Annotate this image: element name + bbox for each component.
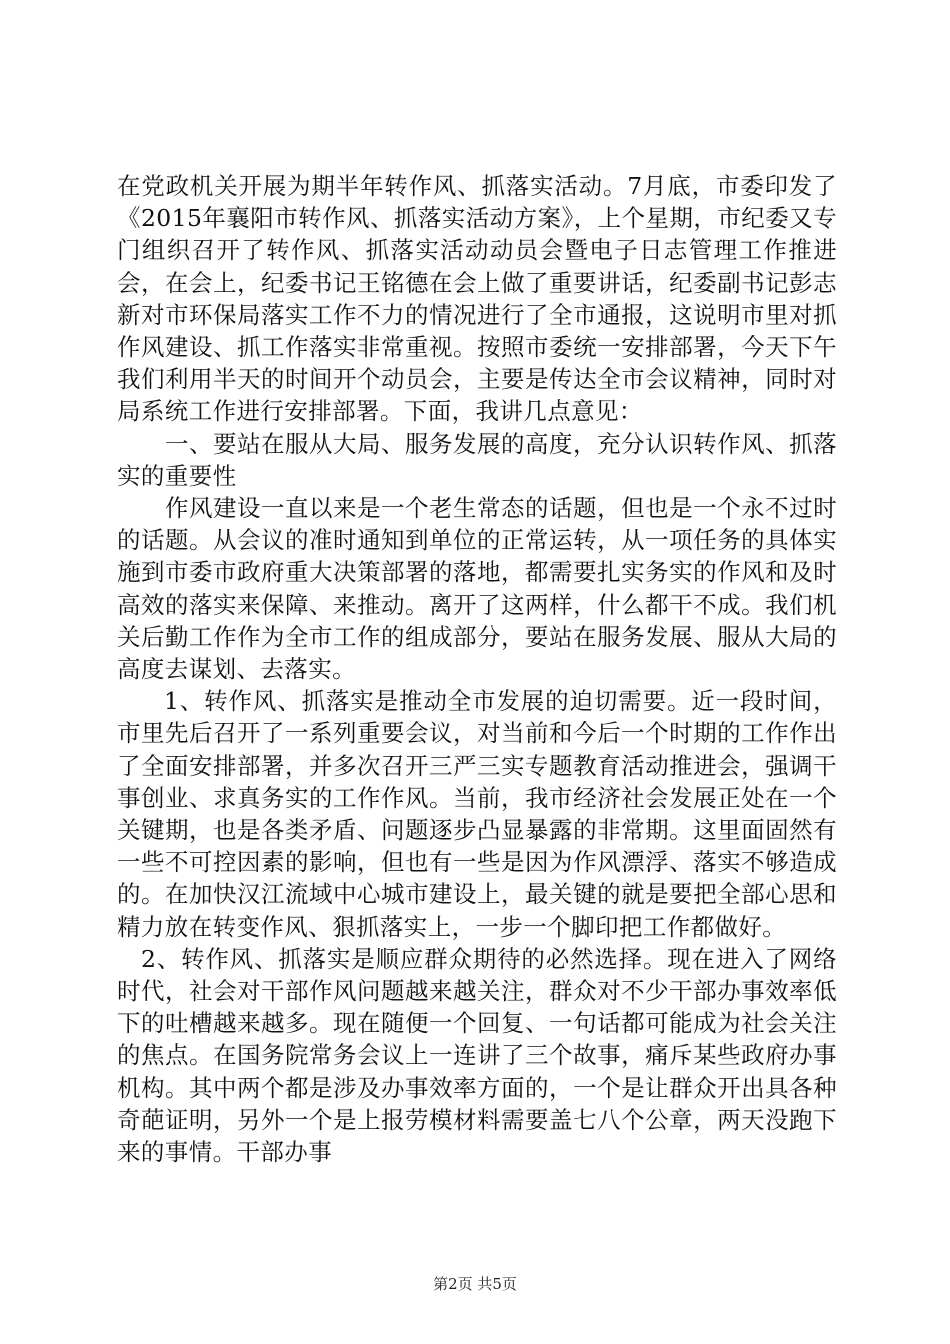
paragraph-work-style: 作风建设一直以来是一个老生常态的话题，但也是一个永不过时的话题。从会议的准时通知到单位的正常运转，从一项任务的具体实施到市委市政府重大决策部署的落地，都需要扎实务实的作风和及时高效的落实来保障、来推动。离开了这两样，什么都干不成。我们机关后勤工作作为全市工作的组成部分，要站在服务发展、服从大局的高度去谋划、去落实。	[117, 494, 837, 684]
page-number-footer: 第2页 共5页	[433, 1275, 517, 1293]
paragraph-point-two: 2、转作风、抓落实是顺应群众期待的必然选择。现在进入了网络时代，社会对干部作风问题越来越关注，群众对不少干部办事效率低下的吐槽越来越多。现在随便一个回复、一句话都可能成为社会关注的焦点。在国务院常务会议上一连讲了三个故事，痛斥某些政府办事机构。其中两个都是涉及办事效率方面的，一个是让群众开出具各种奇葩证明，另外一个是上报劳模材料需要盖七八个公章，两天没跑下来的事情。干部办事	[117, 944, 837, 1167]
paragraph-point-one: 1、转作风、抓落实是推动全市发展的迫切需要。近一段时间，市里先后召开了一系列重要会议，对当前和今后一个时期的工作作出了全面安排部署，并多次召开三严三实专题教育活动推进会，强调干事创业、求真务实的工作作风。当前，我市经济社会发展正处在一个关键期，也是各类矛盾、问题逐步凸显暴露的非常期。这里面固然有一些不可控因素的影响，但也有一些是因为作风漂浮、落实不够造成的。在加快汉江流域中心城市建设上，最关键的就是要把全部心思和精力放在转变作风、狠抓落实上，一步一个脚印把工作都做好。	[117, 687, 837, 941]
document-body	[117, 170, 837, 1168]
section-heading-one: 一、要站在服从大局、服务发展的高度，充分认识转作风、抓落实的重要性	[117, 429, 837, 490]
paragraph-intro: 在党政机关开展为期半年转作风、抓落实活动。7月底，市委印发了《2015年襄阳市转作风、抓落实活动方案》，上个星期，市纪委又专门组织召开了转作风、抓落实活动动员会暨电子日志管理工作推进会，在会上，纪委书记王铭德在会上做了重要讲话，纪委副书记彭志新对市环保局落实工作不力的情况进行了全市通报，这说明市里对抓作风建设、抓工作落实非常重视。按照市委统一安排部署，今天下午我们利用半天的时间开个动员会，主要是传达全市会议精神，同时对局系统工作进行安排部署。下面，我讲几点意见：	[117, 172, 837, 426]
